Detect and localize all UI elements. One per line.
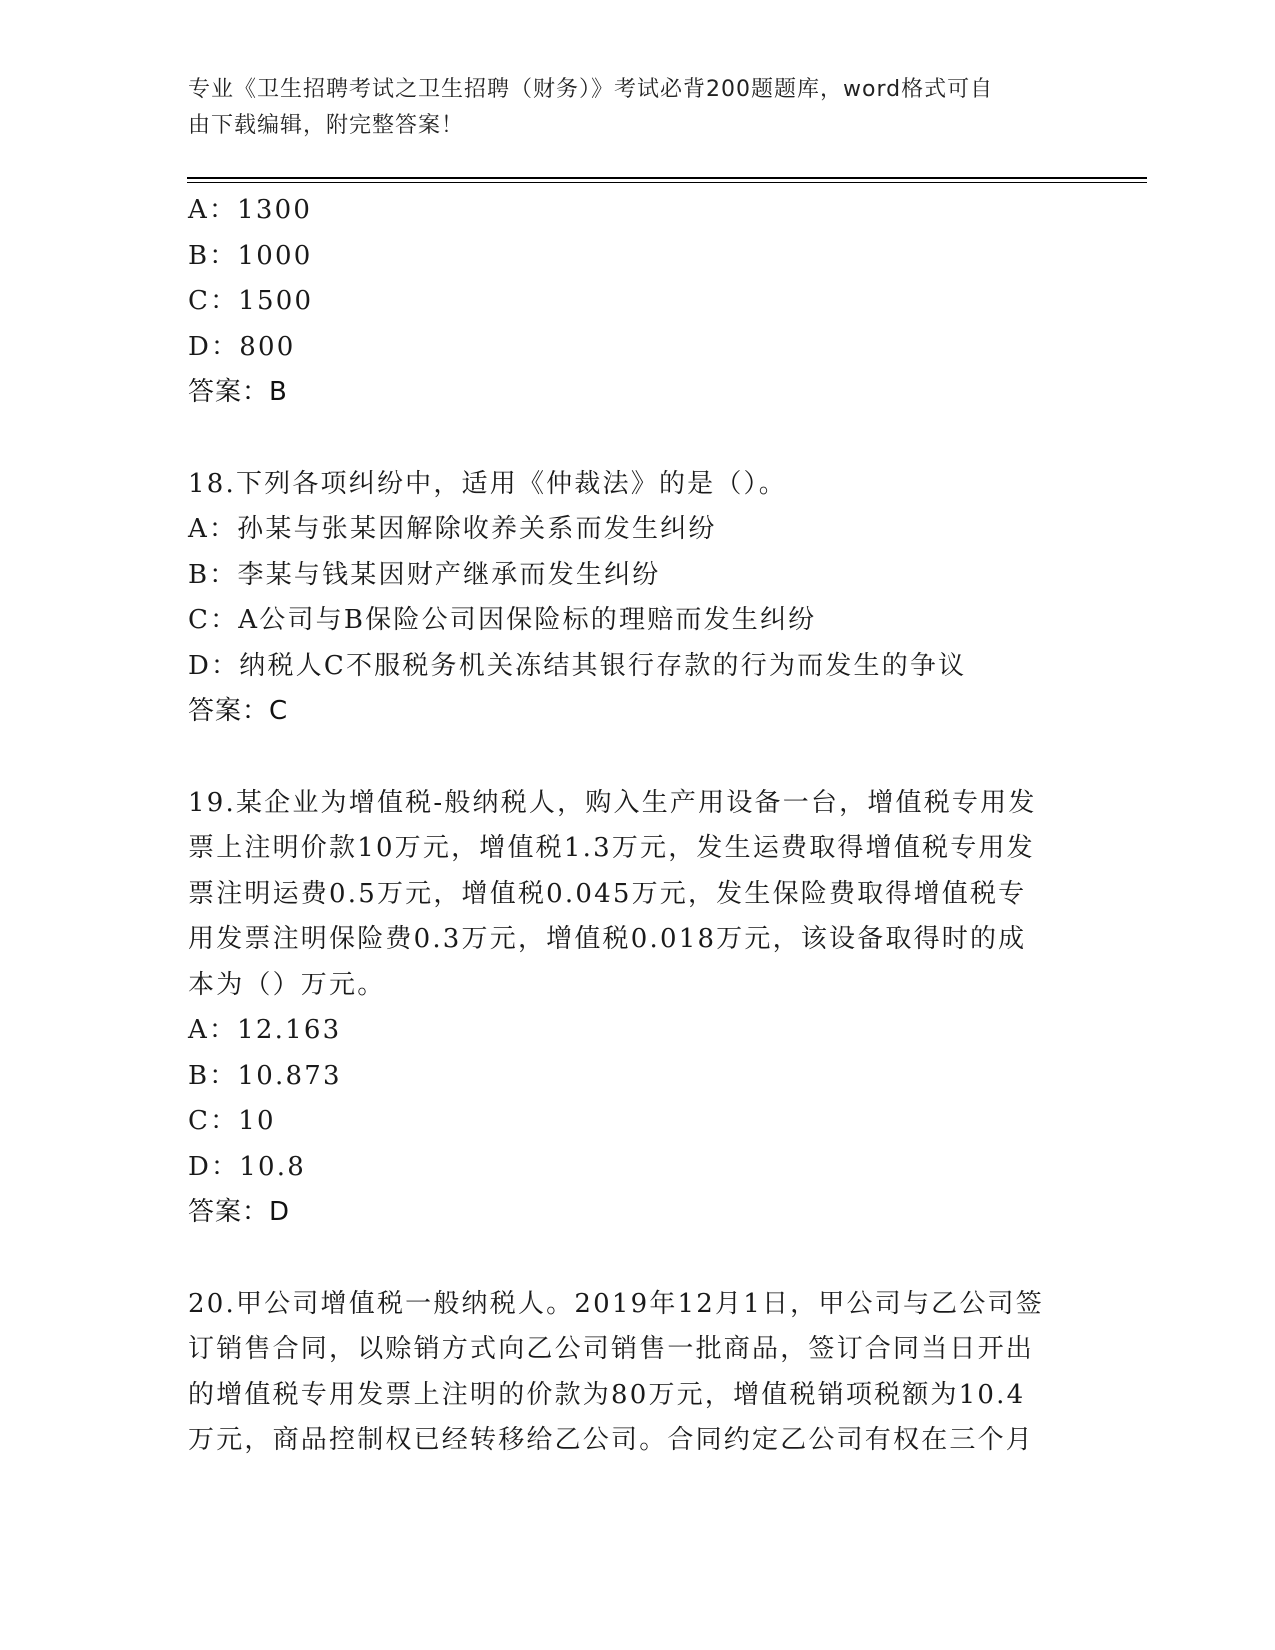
question-text: 订销售合同，以赊销方式向乙公司销售一批商品，签订合同当日开出 <box>188 1334 1035 1364</box>
question-20 <box>188 1282 1088 1464</box>
question-19 <box>188 781 1088 1236</box>
question-text: 本为（）万元。 <box>188 969 386 1000</box>
question-text: 票上注明价款10万元，增值税1.3万元，发生运费取得增值税专用发 <box>188 833 1035 863</box>
option-b: B：1000 <box>188 240 313 271</box>
option-c: C：A公司与B保险公司因保险标的理赔而发生纠纷 <box>188 605 817 635</box>
option-b: B：10.873 <box>188 1060 342 1091</box>
header-rule-thick <box>187 177 1147 179</box>
option-d: D：800 <box>188 331 296 362</box>
header-rule-thin <box>187 182 1147 183</box>
question-17 <box>188 188 1088 416</box>
question-18 <box>188 462 1088 735</box>
option-a: A：12.163 <box>188 1015 342 1045</box>
option-a: A：孙某与张某因解除收养关系而发生纠纷 <box>188 514 717 544</box>
answer-line: 答案：C <box>188 696 289 726</box>
question-text: 20.甲公司增值税一般纳税人。2019年12月1日，甲公司与乙公司签 <box>188 1288 1044 1319</box>
document-header <box>188 72 1068 144</box>
question-text: 用发票注明保险费0.3万元，增值税0.018万元，该设备取得时的成 <box>188 924 1027 954</box>
answer-line: 答案：B <box>188 377 288 407</box>
question-text: 19.某企业为增值税-般纳税人，购入生产用设备一台，增值税专用发 <box>188 787 1037 818</box>
header-line-1: 专业《卫生招聘考试之卫生招聘（财务）》考试必背200题题库，word格式可自 <box>188 77 994 102</box>
option-b: B：李某与钱某因财产继承而发生纠纷 <box>188 559 661 590</box>
header-line-2: 由下载编辑，附完整答案！ <box>188 113 465 138</box>
option-c: C：1500 <box>188 286 314 316</box>
question-text: 万元，商品控制权已经转移给乙公司。合同约定乙公司有权在三个月 <box>188 1425 1035 1455</box>
option-d: D：纳税人C不服税务机关冻结其银行存款的行为而发生的争议 <box>188 650 967 681</box>
option-c: C：10 <box>188 1106 276 1136</box>
question-text: 的增值税专用发票上注明的价款为80万元，增值税销项税额为10.4 <box>188 1379 1026 1410</box>
option-d: D：10.8 <box>188 1151 306 1182</box>
document-body <box>188 188 1088 1464</box>
question-text: 票注明运费0.5万元，增值税0.045万元，发生保险费取得增值税专 <box>188 878 1027 909</box>
option-a: A：1300 <box>188 195 313 225</box>
answer-line: 答案：D <box>188 1197 291 1227</box>
question-text: 18.下列各项纠纷中，适用《仲裁法》的是（）。 <box>188 468 787 499</box>
